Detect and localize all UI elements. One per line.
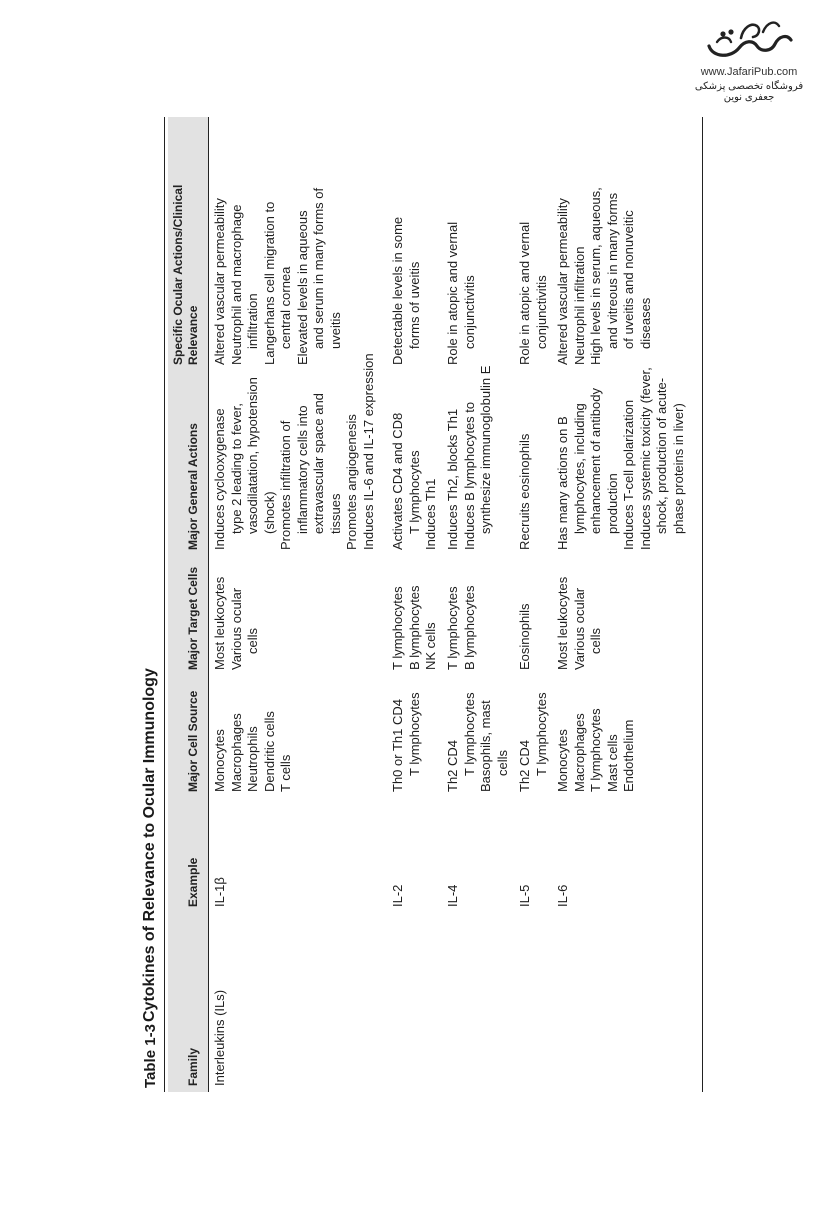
cell-source xyxy=(212,711,295,792)
relevance-line: forms of uveitis xyxy=(406,261,422,349)
actions-line: Has many actions on B xyxy=(555,416,570,550)
actions-line: extravascular space and xyxy=(311,393,326,534)
actions-line: Induces B lymphocytes to xyxy=(461,401,477,550)
target-line: Most leukocytes xyxy=(212,576,227,670)
actions-line: enhancement of antibody xyxy=(588,388,603,534)
cell-source xyxy=(517,692,550,792)
cell-source xyxy=(390,692,423,792)
cell-relevance xyxy=(517,222,550,365)
relevance-line: Neutrophil infiltration xyxy=(571,246,587,365)
relevance-line: infiltration xyxy=(245,293,260,349)
relevance-line: Role in atopic and vernal xyxy=(517,221,532,365)
cell-target xyxy=(212,577,262,670)
cell-actions xyxy=(445,366,495,550)
actions-line: Induces Th1 xyxy=(423,478,438,550)
source-line: Th2 CD4 xyxy=(445,739,460,792)
source-line: Basophils, mast xyxy=(478,700,493,792)
header-relevance-line1: Specific Ocular Actions/Clinical xyxy=(171,184,185,365)
actions-line: Induces IL-6 and IL-17 expression xyxy=(360,353,376,550)
source-line: T lymphocytes xyxy=(588,708,603,792)
actions-line: Recruits eosinophils xyxy=(517,433,532,550)
header-family: Family xyxy=(186,1047,200,1086)
header-target: Major Target Cells xyxy=(186,566,200,670)
relevance-line: Elevated levels in aqueous xyxy=(294,210,310,365)
header-rule xyxy=(208,117,209,1092)
cell-target xyxy=(517,604,534,671)
source-line: Macrophages xyxy=(228,713,244,792)
relevance-line: of uveitis and nonuveitic xyxy=(621,210,636,349)
relevance-line: Altered vascular permeability xyxy=(212,198,227,365)
target-line: Eosinophils xyxy=(517,603,532,670)
target-line: Various ocular xyxy=(228,587,244,670)
actions-line: Induces cyclooxygenase xyxy=(212,408,227,550)
source-line: Th2 CD4 xyxy=(517,739,532,792)
target-line: cells xyxy=(245,627,260,654)
actions-line: T lymphocytes xyxy=(406,450,422,534)
actions-line: production xyxy=(604,473,620,534)
source-line: cells xyxy=(494,749,510,776)
bottom-rule xyxy=(702,117,703,1092)
source-line: Dendritic cells xyxy=(261,711,277,792)
cell-relevance xyxy=(390,217,423,365)
relevance-line: uveitis xyxy=(327,312,343,349)
target-line: NK cells xyxy=(423,622,438,670)
publisher-subtitle: فروشگاه تخصصی پزشکی جعفری نوین xyxy=(694,81,804,103)
publisher-url: www.JafariPub.com xyxy=(700,66,798,78)
cell-example: IL-1β xyxy=(212,877,227,907)
source-line: Mast cells xyxy=(604,734,620,792)
cell-relevance xyxy=(212,188,344,365)
actions-line: type 2 leading to fever, xyxy=(228,403,244,534)
source-line: T cells xyxy=(278,754,293,792)
rotated-table-page xyxy=(140,117,705,1092)
actions-line: shock, production of acute- xyxy=(654,377,669,534)
cell-actions xyxy=(555,367,687,550)
actions-line: Activates CD4 and CD8 xyxy=(390,412,405,550)
relevance-line: conjunctivitis xyxy=(461,275,477,349)
actions-line: tissues xyxy=(327,493,343,534)
source-line: Monocytes xyxy=(212,729,227,792)
header-source: Major Cell Source xyxy=(186,690,200,792)
target-line: B lymphocytes xyxy=(461,585,477,670)
table-number: Table 1-3 xyxy=(142,1024,159,1088)
header-relevance-line2: Relevance xyxy=(186,305,200,365)
actions-line: phase proteins in liver) xyxy=(670,403,686,534)
relevance-line: and serum in many forms of xyxy=(311,187,326,349)
target-line: cells xyxy=(588,627,603,654)
actions-line: vasodilatation, hypotension xyxy=(245,377,260,534)
actions-line: inflammatory cells into xyxy=(294,405,310,534)
cell-target xyxy=(390,585,440,670)
relevance-line: Langerhans cell migration to xyxy=(261,201,277,365)
source-line: T lymphocytes xyxy=(533,692,549,776)
actions-line: Promotes angiogenesis xyxy=(344,414,359,550)
cell-relevance xyxy=(555,187,654,365)
source-line: Endothelium xyxy=(621,719,636,792)
actions-line: Induces systemic toxicity (fever, xyxy=(637,367,653,550)
cell-example: IL-2 xyxy=(390,884,405,907)
relevance-line: conjunctivitis xyxy=(533,275,549,349)
target-line: Most leukocytes xyxy=(555,576,570,670)
table-caption xyxy=(140,117,166,1092)
family-cell: Interleukins (ILs) xyxy=(212,989,227,1086)
source-line: Neutrophils xyxy=(245,726,260,792)
cell-example: IL-6 xyxy=(555,884,570,907)
publisher-logo xyxy=(684,12,814,103)
header-example: Example xyxy=(186,857,200,907)
cell-target xyxy=(445,585,478,670)
relevance-line: diseases xyxy=(637,297,653,349)
table-title: Cytokines of Relevance to Ocular Immunology xyxy=(141,668,158,1022)
relevance-line: High levels in serum, aqueous, xyxy=(588,187,603,365)
target-line: Various ocular xyxy=(571,587,587,670)
cell-target xyxy=(555,577,605,670)
relevance-line: Neutrophil and macrophage xyxy=(228,204,244,365)
header-actions: Major General Actions xyxy=(186,423,200,550)
source-line: T lymphocytes xyxy=(406,692,422,776)
actions-line: Induces T-cell polarization xyxy=(621,399,636,550)
target-line: T lymphocytes xyxy=(445,586,460,670)
cell-source xyxy=(555,708,638,792)
cell-relevance xyxy=(445,222,478,365)
cell-example: IL-4 xyxy=(445,884,460,907)
relevance-line: Detectable levels in some xyxy=(390,216,405,365)
actions-line: (shock) xyxy=(261,491,277,534)
source-line: Macrophages xyxy=(571,713,587,792)
source-line: Monocytes xyxy=(555,729,570,792)
target-line: B lymphocytes xyxy=(406,585,422,670)
calligraphy-logo-icon xyxy=(701,12,797,64)
relevance-line: and vitreous in many forms xyxy=(604,192,620,349)
cell-actions xyxy=(390,413,440,550)
cell-actions xyxy=(517,434,534,550)
cell-actions xyxy=(212,353,377,550)
cell-source xyxy=(445,692,511,792)
title-rule xyxy=(164,117,165,1092)
source-line: T lymphocytes xyxy=(461,692,477,776)
actions-line: lymphocytes, including xyxy=(571,403,587,534)
source-line: Th0 or Th1 CD4 xyxy=(390,699,405,792)
relevance-line: Role in atopic and vernal xyxy=(445,221,460,365)
actions-line: synthesize immunoglobulin E xyxy=(478,365,493,534)
target-line: T lymphocytes xyxy=(390,586,405,670)
actions-line: Induces Th2, blocks Th1 xyxy=(445,408,460,550)
relevance-line: central cornea xyxy=(278,266,293,349)
actions-line: Promotes infiltration of xyxy=(278,420,293,550)
cell-example: IL-5 xyxy=(517,884,532,907)
relevance-line: Altered vascular permeability xyxy=(555,198,570,365)
